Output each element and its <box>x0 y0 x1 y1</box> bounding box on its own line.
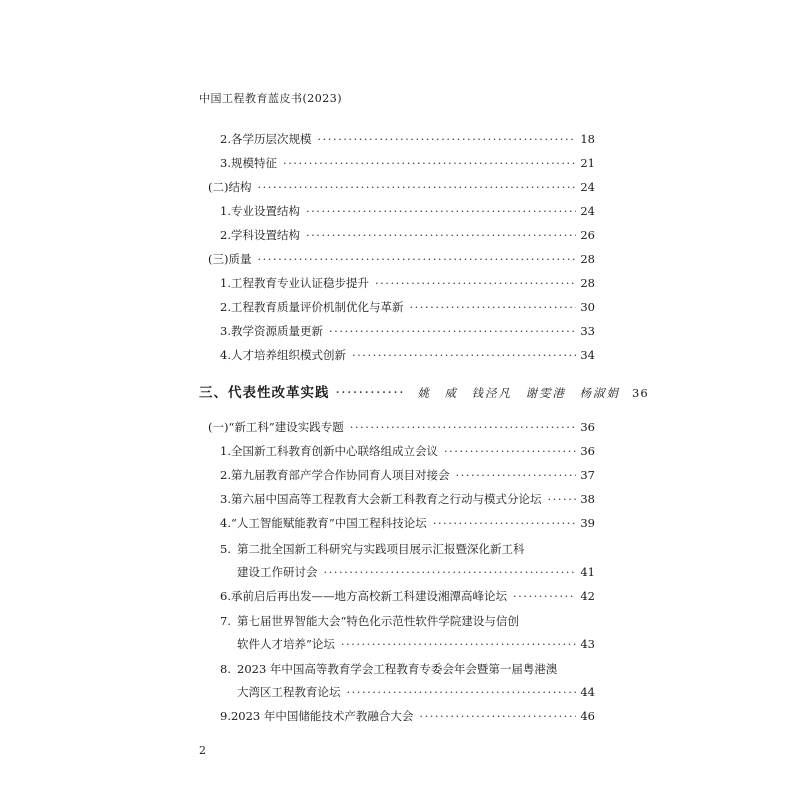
toc-entry <box>220 443 595 459</box>
dot-leader <box>257 179 576 195</box>
toc-entry-number: 2. <box>220 300 231 314</box>
toc-entry-title: 第二批全国新工科研究与实践项目展示汇报暨深化新工科 <box>237 542 525 556</box>
toc-entry <box>220 541 595 557</box>
dot-leader <box>455 467 576 483</box>
toc-entry <box>208 419 595 435</box>
toc-entry <box>220 515 595 531</box>
toc-entry-page: 26 <box>580 228 595 242</box>
toc-entry-title: “人工智能赋能教育”中国工程科技论坛 <box>230 516 427 530</box>
toc-entry <box>220 203 595 219</box>
toc-entry-number: 1. <box>220 276 231 290</box>
toc-entry-number: 3. <box>220 324 231 338</box>
dot-leader <box>419 708 576 724</box>
toc-entry-page: 24 <box>580 204 595 218</box>
dot-leader <box>547 491 576 507</box>
toc-entry-page: 28 <box>580 252 595 266</box>
toc-entry-page: 33 <box>580 324 595 338</box>
toc-entry <box>208 251 595 267</box>
toc-entry-number: 1. <box>220 204 231 218</box>
dot-leader <box>341 636 576 652</box>
toc-entry-title: 学科设置结构 <box>230 228 300 242</box>
toc-entry-page: 24 <box>580 180 595 194</box>
toc-entry-page: 37 <box>580 468 595 482</box>
toc-entry-number: 4. <box>220 348 231 362</box>
toc-entry-page: 34 <box>580 348 595 362</box>
toc-entry-title: 2023 年中国高等教育学会工程教育专委会年会暨第一届粤港澳 <box>237 662 558 676</box>
dot-leader <box>306 203 576 219</box>
toc-entry-number: 8. <box>220 662 231 676</box>
toc-entry <box>220 299 595 315</box>
toc-entry <box>220 491 595 507</box>
toc-entry-title: 教学资源质量更新 <box>230 324 323 338</box>
toc-entry <box>220 588 595 604</box>
toc-entry-page: 43 <box>580 637 595 651</box>
toc-entry <box>220 467 595 483</box>
toc-entry-number: 5. <box>220 542 231 556</box>
toc-entry-number: 6. <box>220 589 231 603</box>
toc-entry-title: (二)结构 <box>208 180 252 194</box>
toc-entry <box>220 275 595 291</box>
toc-entry-number: 9. <box>220 709 231 723</box>
toc-entry <box>220 708 595 724</box>
toc-entry-authors: 姚 威 钱泾凡 谢雯港 杨淑娟 <box>417 386 620 400</box>
toc-entry-title: 2023 年中国储能技术产教融合大会 <box>230 709 414 723</box>
toc-entry <box>220 155 595 171</box>
toc-entry-title: 各学历层次规模 <box>230 132 312 146</box>
dot-leader <box>347 684 577 700</box>
toc-entry-title: 规模特征 <box>230 156 277 170</box>
dot-leader <box>352 347 576 363</box>
dot-leader <box>283 155 576 171</box>
toc-entry-title: 人才培养组织模式创新 <box>230 348 346 362</box>
toc-entry-number: 3. <box>220 156 231 170</box>
toc-entry-page: 42 <box>580 589 595 603</box>
toc-entry-title: 大湾区工程教育论坛 <box>237 685 341 699</box>
dot-leader <box>257 251 576 267</box>
toc-entry-title: 三、代表性改革实践 <box>199 385 330 401</box>
toc-entry-title: 第六届中国高等工程教育大会新工科教育之行动与模式分论坛 <box>230 492 542 506</box>
toc-entry-title: 工程教育质量评价机制优化与革新 <box>230 300 404 314</box>
toc-entry <box>220 131 595 147</box>
dot-leader <box>317 131 576 147</box>
toc-entry-page: 36 <box>580 420 595 434</box>
toc-entry-title: 工程教育专业认证稳步提升 <box>230 276 369 290</box>
toc-entry-page: 28 <box>580 276 595 290</box>
toc-entry-title: 第九届教育部产学合作协同育人项目对接会 <box>230 468 450 482</box>
toc-entry <box>208 179 595 195</box>
dot-leader <box>433 515 577 531</box>
toc-entry-page: 30 <box>580 300 595 314</box>
dot-leader <box>350 419 577 435</box>
page-number: 2 <box>199 744 206 757</box>
dot-leader <box>336 385 406 401</box>
toc-entry-page: 21 <box>580 156 595 170</box>
toc-entry-page: 41 <box>580 565 595 579</box>
toc-entry-title: 承前启后再出发——地方高校新工科建设湘潭高峰论坛 <box>230 589 507 603</box>
toc-entry-title: 软件人才培养”论坛 <box>237 637 335 651</box>
toc-entry <box>220 347 595 363</box>
toc-entry-page: 18 <box>580 132 595 146</box>
dot-leader <box>409 299 576 315</box>
toc-entry-number: 2. <box>220 228 231 242</box>
dot-leader <box>375 275 576 291</box>
toc-entry-title: (一)“新工科”建设实践专题 <box>208 420 344 434</box>
dot-leader <box>513 588 576 604</box>
toc-entry-number: 2. <box>220 132 231 146</box>
toc-entry-title: 专业设置结构 <box>230 204 300 218</box>
toc-entry-number: 2. <box>220 468 231 482</box>
running-head: 中国工程教育蓝皮书(2023) <box>199 92 343 105</box>
toc-entry <box>220 661 595 677</box>
toc-entry-title: 第七届世界智能大会“特色化示范性软件学院建设与信创 <box>237 614 519 628</box>
toc-chapter-entry <box>199 385 649 401</box>
toc-entry-number: 7. <box>220 614 231 628</box>
toc-entry-page: 39 <box>580 516 595 530</box>
toc-entry-page: 36 <box>580 444 595 458</box>
toc-entry-number: 4. <box>220 516 231 530</box>
dot-leader <box>329 323 576 339</box>
toc-entry-number: 1. <box>220 444 231 458</box>
toc-entry-title: 全国新工科教育创新中心联络组成立会议 <box>230 444 438 458</box>
toc-entry-title: 建设工作研讨会 <box>237 565 318 579</box>
toc-entry-page: 44 <box>580 685 595 699</box>
dot-leader <box>324 564 577 580</box>
toc-entry <box>220 323 595 339</box>
toc-entry <box>220 613 595 629</box>
toc-entry-title: (三)质量 <box>208 252 252 266</box>
toc-entry <box>220 227 595 243</box>
dot-leader <box>306 227 576 243</box>
toc-entry <box>237 564 595 580</box>
toc-entry-page: 38 <box>580 492 595 506</box>
toc-entry <box>237 636 595 652</box>
toc-entry-number: 3. <box>220 492 231 506</box>
toc-entry-page: 46 <box>580 709 595 723</box>
toc-entry-page: 36 <box>632 386 649 400</box>
dot-leader <box>444 443 576 459</box>
toc-entry <box>237 684 595 700</box>
